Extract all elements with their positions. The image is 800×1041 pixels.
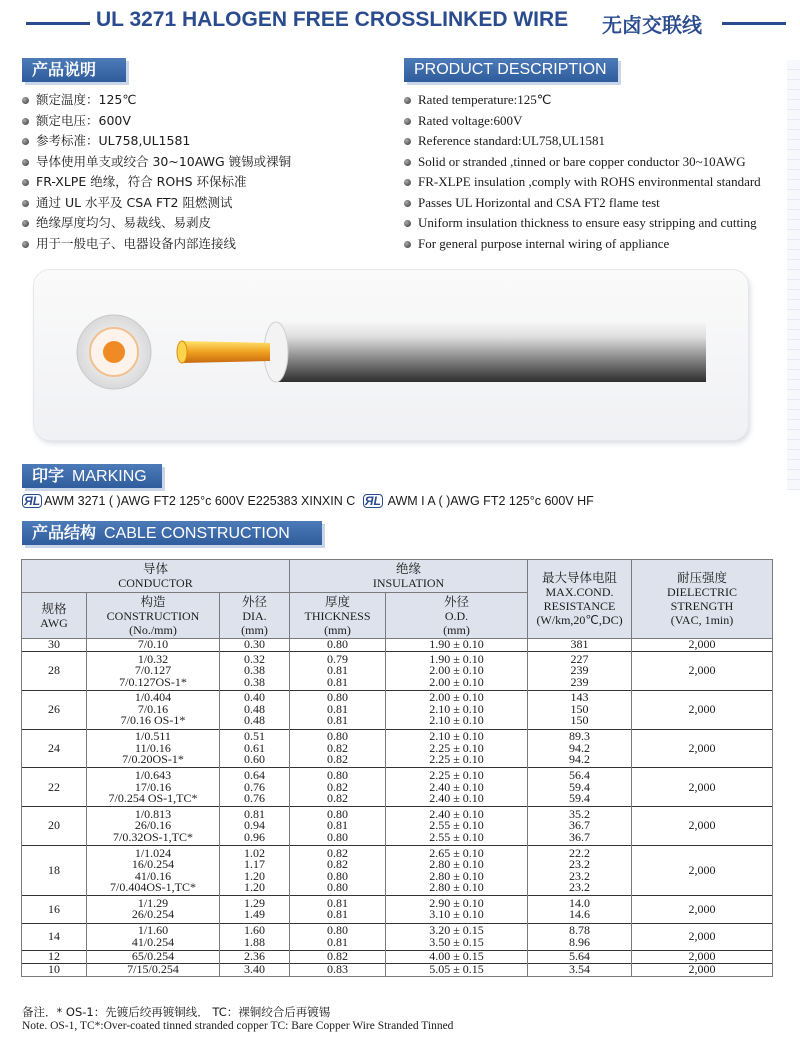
- cell-dia: 0.32 0.38 0.38: [220, 652, 290, 691]
- od-header: 外径 O.D. (mm): [386, 593, 528, 639]
- dielectric-header: 耐压强度 DIELECTRIC STRENGTH (VAC, 1min): [632, 560, 773, 639]
- table-row: [22, 896, 773, 923]
- cell-dielectric: 2,000: [632, 768, 773, 807]
- cell-thickness: 0.80 0.81 0.81: [290, 690, 386, 729]
- wire-jacket: [276, 322, 706, 382]
- table-row: [22, 963, 773, 976]
- table-row: [22, 639, 773, 652]
- cell-construction: 7/0.10: [87, 639, 220, 652]
- cell-awg: 16: [22, 896, 87, 923]
- bullet-icon: [404, 159, 411, 166]
- bullet-icon: [404, 179, 411, 186]
- cell-dielectric: 2,000: [632, 729, 773, 768]
- table-row: [22, 845, 773, 895]
- list-item: Reference standard:UL758,UL1581: [404, 131, 761, 152]
- bullet-icon: [22, 97, 29, 104]
- list-item: 参考标准：UL758,UL1581: [22, 131, 291, 152]
- list-item: FR-XLPE insulation ,comply with ROHS environmental standard: [404, 172, 761, 193]
- cell-construction: 1/0.643 17/0.16 7/0.254 OS-1,TC*: [87, 768, 220, 807]
- awg-header: 规格 AWG: [22, 593, 87, 639]
- construction-heading: 产品结构 CABLE CONSTRUCTION: [22, 521, 322, 545]
- bullet-icon: [22, 200, 29, 207]
- insulation-header: 绝缘 INSULATION: [290, 560, 528, 593]
- cell-od: 2.40 ± 0.10 2.55 ± 0.10 2.55 ± 0.10: [386, 807, 528, 846]
- table-row: [22, 923, 773, 950]
- cell-resistance: 5.64: [528, 950, 632, 963]
- cell-resistance: 35.2 36.7 36.7: [528, 807, 632, 846]
- cell-awg: 22: [22, 768, 87, 807]
- list-item: Uniform insulation thickness to ensure easy stripping and cutting: [404, 213, 761, 234]
- cell-dielectric: 2,000: [632, 950, 773, 963]
- note-en: Note. OS-1, TC*:Over-coated tinned stranded copper TC: Bare Copper Wire Stranded Tinned: [22, 1020, 454, 1032]
- cell-construction: 1/0.32 7/0.127 7/0.127OS-1*: [87, 652, 220, 691]
- thickness-header: 厚度 THICKNESS (mm): [290, 593, 386, 639]
- cell-od: 1.90 ± 0.10 2.00 ± 0.10 2.00 ± 0.10: [386, 652, 528, 691]
- cell-awg: 12: [22, 950, 87, 963]
- cell-dia: 0.81 0.94 0.96: [220, 807, 290, 846]
- cell-resistance: 14.0 14.6: [528, 896, 632, 923]
- header-rule-right: [722, 22, 786, 25]
- conductor-header: 导体 CONDUCTOR: [22, 560, 290, 593]
- table-row: [22, 768, 773, 807]
- header-rule-left: [26, 22, 90, 25]
- cell-dielectric: 2,000: [632, 923, 773, 950]
- page-header: [26, 8, 786, 38]
- list-item: Passes UL Horizontal and CSA FT2 flame test: [404, 193, 761, 214]
- cell-resistance: 22.2 23.2 23.2 23.2: [528, 845, 632, 895]
- cell-dielectric: 2,000: [632, 845, 773, 895]
- cell-dia: 0.30: [220, 639, 290, 652]
- cell-awg: 20: [22, 807, 87, 846]
- bullet-icon: [404, 118, 411, 125]
- cell-thickness: 0.82 0.82 0.80 0.80: [290, 845, 386, 895]
- list-item: 绝缘厚度均匀、易裁线、易剥皮: [22, 213, 291, 234]
- list-item: 用于一般电子、电器设备内部连接线: [22, 234, 291, 255]
- cell-resistance: 227 239 239: [528, 652, 632, 691]
- cell-construction: 1/0.511 11/0.16 7/0.20OS-1*: [87, 729, 220, 768]
- cell-construction: 65/0.254: [87, 950, 220, 963]
- cell-od: 2.10 ± 0.10 2.25 ± 0.10 2.25 ± 0.10: [386, 729, 528, 768]
- cell-awg: 24: [22, 729, 87, 768]
- spec-table: [21, 559, 773, 977]
- cell-dia: 1.29 1.49: [220, 896, 290, 923]
- cell-construction: 1/1.60 41/0.254: [87, 923, 220, 950]
- table-row: [22, 690, 773, 729]
- note-cn: 备注．* OS-1：先镀后绞再镀铜线． TC：裸铜绞合后再镀锡: [22, 1005, 331, 1019]
- desc-en-list: [404, 90, 761, 254]
- table-row: [22, 729, 773, 768]
- desc-cn-heading: 产品说明: [22, 58, 126, 82]
- cell-construction: 1/1.024 16/0.254 41/0.16 7/0.404OS-1,TC*: [87, 845, 220, 895]
- cell-od: 5.05 ± 0.15: [386, 963, 528, 976]
- wire-conductor: [182, 341, 270, 363]
- list-item: For general purpose internal wiring of appliance: [404, 234, 761, 255]
- cell-awg: 30: [22, 639, 87, 652]
- list-item: FR-XLPE 绝缘，符合 ROHS 环保标准: [22, 172, 291, 193]
- bullet-icon: [404, 97, 411, 104]
- bullet-icon: [404, 200, 411, 207]
- bullet-icon: [22, 159, 29, 166]
- bullet-icon: [22, 118, 29, 125]
- cell-dielectric: 2,000: [632, 807, 773, 846]
- cell-od: 2.65 ± 0.10 2.80 ± 0.10 2.80 ± 0.10 2.80 ± 0.10: [386, 845, 528, 895]
- marking-heading: 印字 MARKING: [22, 464, 162, 488]
- cell-dia: 1.60 1.88: [220, 923, 290, 950]
- cell-dielectric: 2,000: [632, 963, 773, 976]
- page-title-cn: 无卤交联线: [602, 13, 702, 37]
- cell-construction: 1/0.404 7/0.16 7/0.16 OS-1*: [87, 690, 220, 729]
- page-title: UL 3271 HALOGEN FREE CROSSLINKED WIRE: [96, 8, 569, 31]
- cell-thickness: 0.80 0.82 0.82: [290, 729, 386, 768]
- cell-awg: 14: [22, 923, 87, 950]
- bullet-icon: [22, 179, 29, 186]
- cell-resistance: 143 150 150: [528, 690, 632, 729]
- cell-od: 1.90 ± 0.10: [386, 639, 528, 652]
- list-item: Solid or stranded ,tinned or bare copper conductor 30~10AWG: [404, 152, 761, 173]
- cell-dielectric: 2,000: [632, 690, 773, 729]
- cell-thickness: 0.83: [290, 963, 386, 976]
- list-item: 导体使用单支或绞合 30~10AWG 镀锡或裸铜: [22, 152, 291, 173]
- cell-construction: 1/0.813 26/0.16 7/0.32OS-1,TC*: [87, 807, 220, 846]
- desc-en-heading: PRODUCT DESCRIPTION: [404, 58, 618, 82]
- ul-logo-icon: ЯL: [24, 494, 41, 508]
- cell-dia: 0.51 0.61 0.60: [220, 729, 290, 768]
- cell-resistance: 3.54: [528, 963, 632, 976]
- cell-od: 4.00 ± 0.15: [386, 950, 528, 963]
- cell-awg: 28: [22, 652, 87, 691]
- cell-od: 2.90 ± 0.10 3.10 ± 0.10: [386, 896, 528, 923]
- ul-logo-icon: ЯL: [364, 494, 381, 508]
- desc-cn-list: [22, 90, 291, 254]
- cell-dielectric: 2,000: [632, 639, 773, 652]
- dia-header: 外径 DIA. (mm): [220, 593, 290, 639]
- list-item: 额定温度：125℃: [22, 90, 291, 111]
- cell-construction: 1/1.29 26/0.254: [87, 896, 220, 923]
- cell-resistance: 381: [528, 639, 632, 652]
- table-row: [22, 807, 773, 846]
- cell-construction: 7/15/0.254: [87, 963, 220, 976]
- bullet-icon: [404, 241, 411, 248]
- cell-dielectric: 2,000: [632, 652, 773, 691]
- cell-dia: 2.36: [220, 950, 290, 963]
- cell-thickness: 0.80: [290, 639, 386, 652]
- edge-decoration: [787, 60, 800, 490]
- bullet-icon: [22, 138, 29, 145]
- cell-thickness: 0.80 0.81 0.80: [290, 807, 386, 846]
- marking-text: ЯL AWM 3271 ( )AWG FT2 125°c 600V E225383 XINXIN C ЯL AWM I A ( )AWG FT2 125°c 600V HF: [24, 494, 594, 508]
- construction-header: 构造 CONSTRUCTION (No./mm): [87, 593, 220, 639]
- cell-thickness: 0.80 0.81: [290, 923, 386, 950]
- cell-thickness: 0.82: [290, 950, 386, 963]
- cell-awg: 10: [22, 963, 87, 976]
- bullet-icon: [404, 220, 411, 227]
- cell-resistance: 56.4 59.4 59.4: [528, 768, 632, 807]
- wire-drawing: [34, 270, 748, 440]
- table-row: [22, 652, 773, 691]
- cell-od: 2.25 ± 0.10 2.40 ± 0.10 2.40 ± 0.10: [386, 768, 528, 807]
- bullet-icon: [404, 138, 411, 145]
- cell-dia: 0.40 0.48 0.48: [220, 690, 290, 729]
- bullet-icon: [22, 241, 29, 248]
- cell-dielectric: 2,000: [632, 896, 773, 923]
- cell-dia: 3.40: [220, 963, 290, 976]
- cell-resistance: 8.78 8.96: [528, 923, 632, 950]
- wire-illustration: [34, 270, 748, 440]
- cell-od: 3.20 ± 0.15 3.50 ± 0.15: [386, 923, 528, 950]
- cell-thickness: 0.80 0.82 0.82: [290, 768, 386, 807]
- list-item: Rated voltage:600V: [404, 111, 761, 132]
- list-item: Rated temperature:125℃: [404, 90, 761, 111]
- cell-thickness: 0.79 0.81 0.81: [290, 652, 386, 691]
- cell-resistance: 89.3 94.2 94.2: [528, 729, 632, 768]
- list-item: 额定电压：600V: [22, 111, 291, 132]
- cell-awg: 26: [22, 690, 87, 729]
- bullet-icon: [22, 220, 29, 227]
- list-item: 通过 UL 水平及 CSA FT2 阻燃测试: [22, 193, 291, 214]
- cell-od: 2.00 ± 0.10 2.10 ± 0.10 2.10 ± 0.10: [386, 690, 528, 729]
- cell-awg: 18: [22, 845, 87, 895]
- cell-dia: 0.64 0.76 0.76: [220, 768, 290, 807]
- cell-dia: 1.02 1.17 1.20 1.20: [220, 845, 290, 895]
- cell-thickness: 0.81 0.81: [290, 896, 386, 923]
- resistance-header: 最大导体电阻 MAX.COND. RESISTANCE (W/km,20℃,DC): [528, 560, 632, 639]
